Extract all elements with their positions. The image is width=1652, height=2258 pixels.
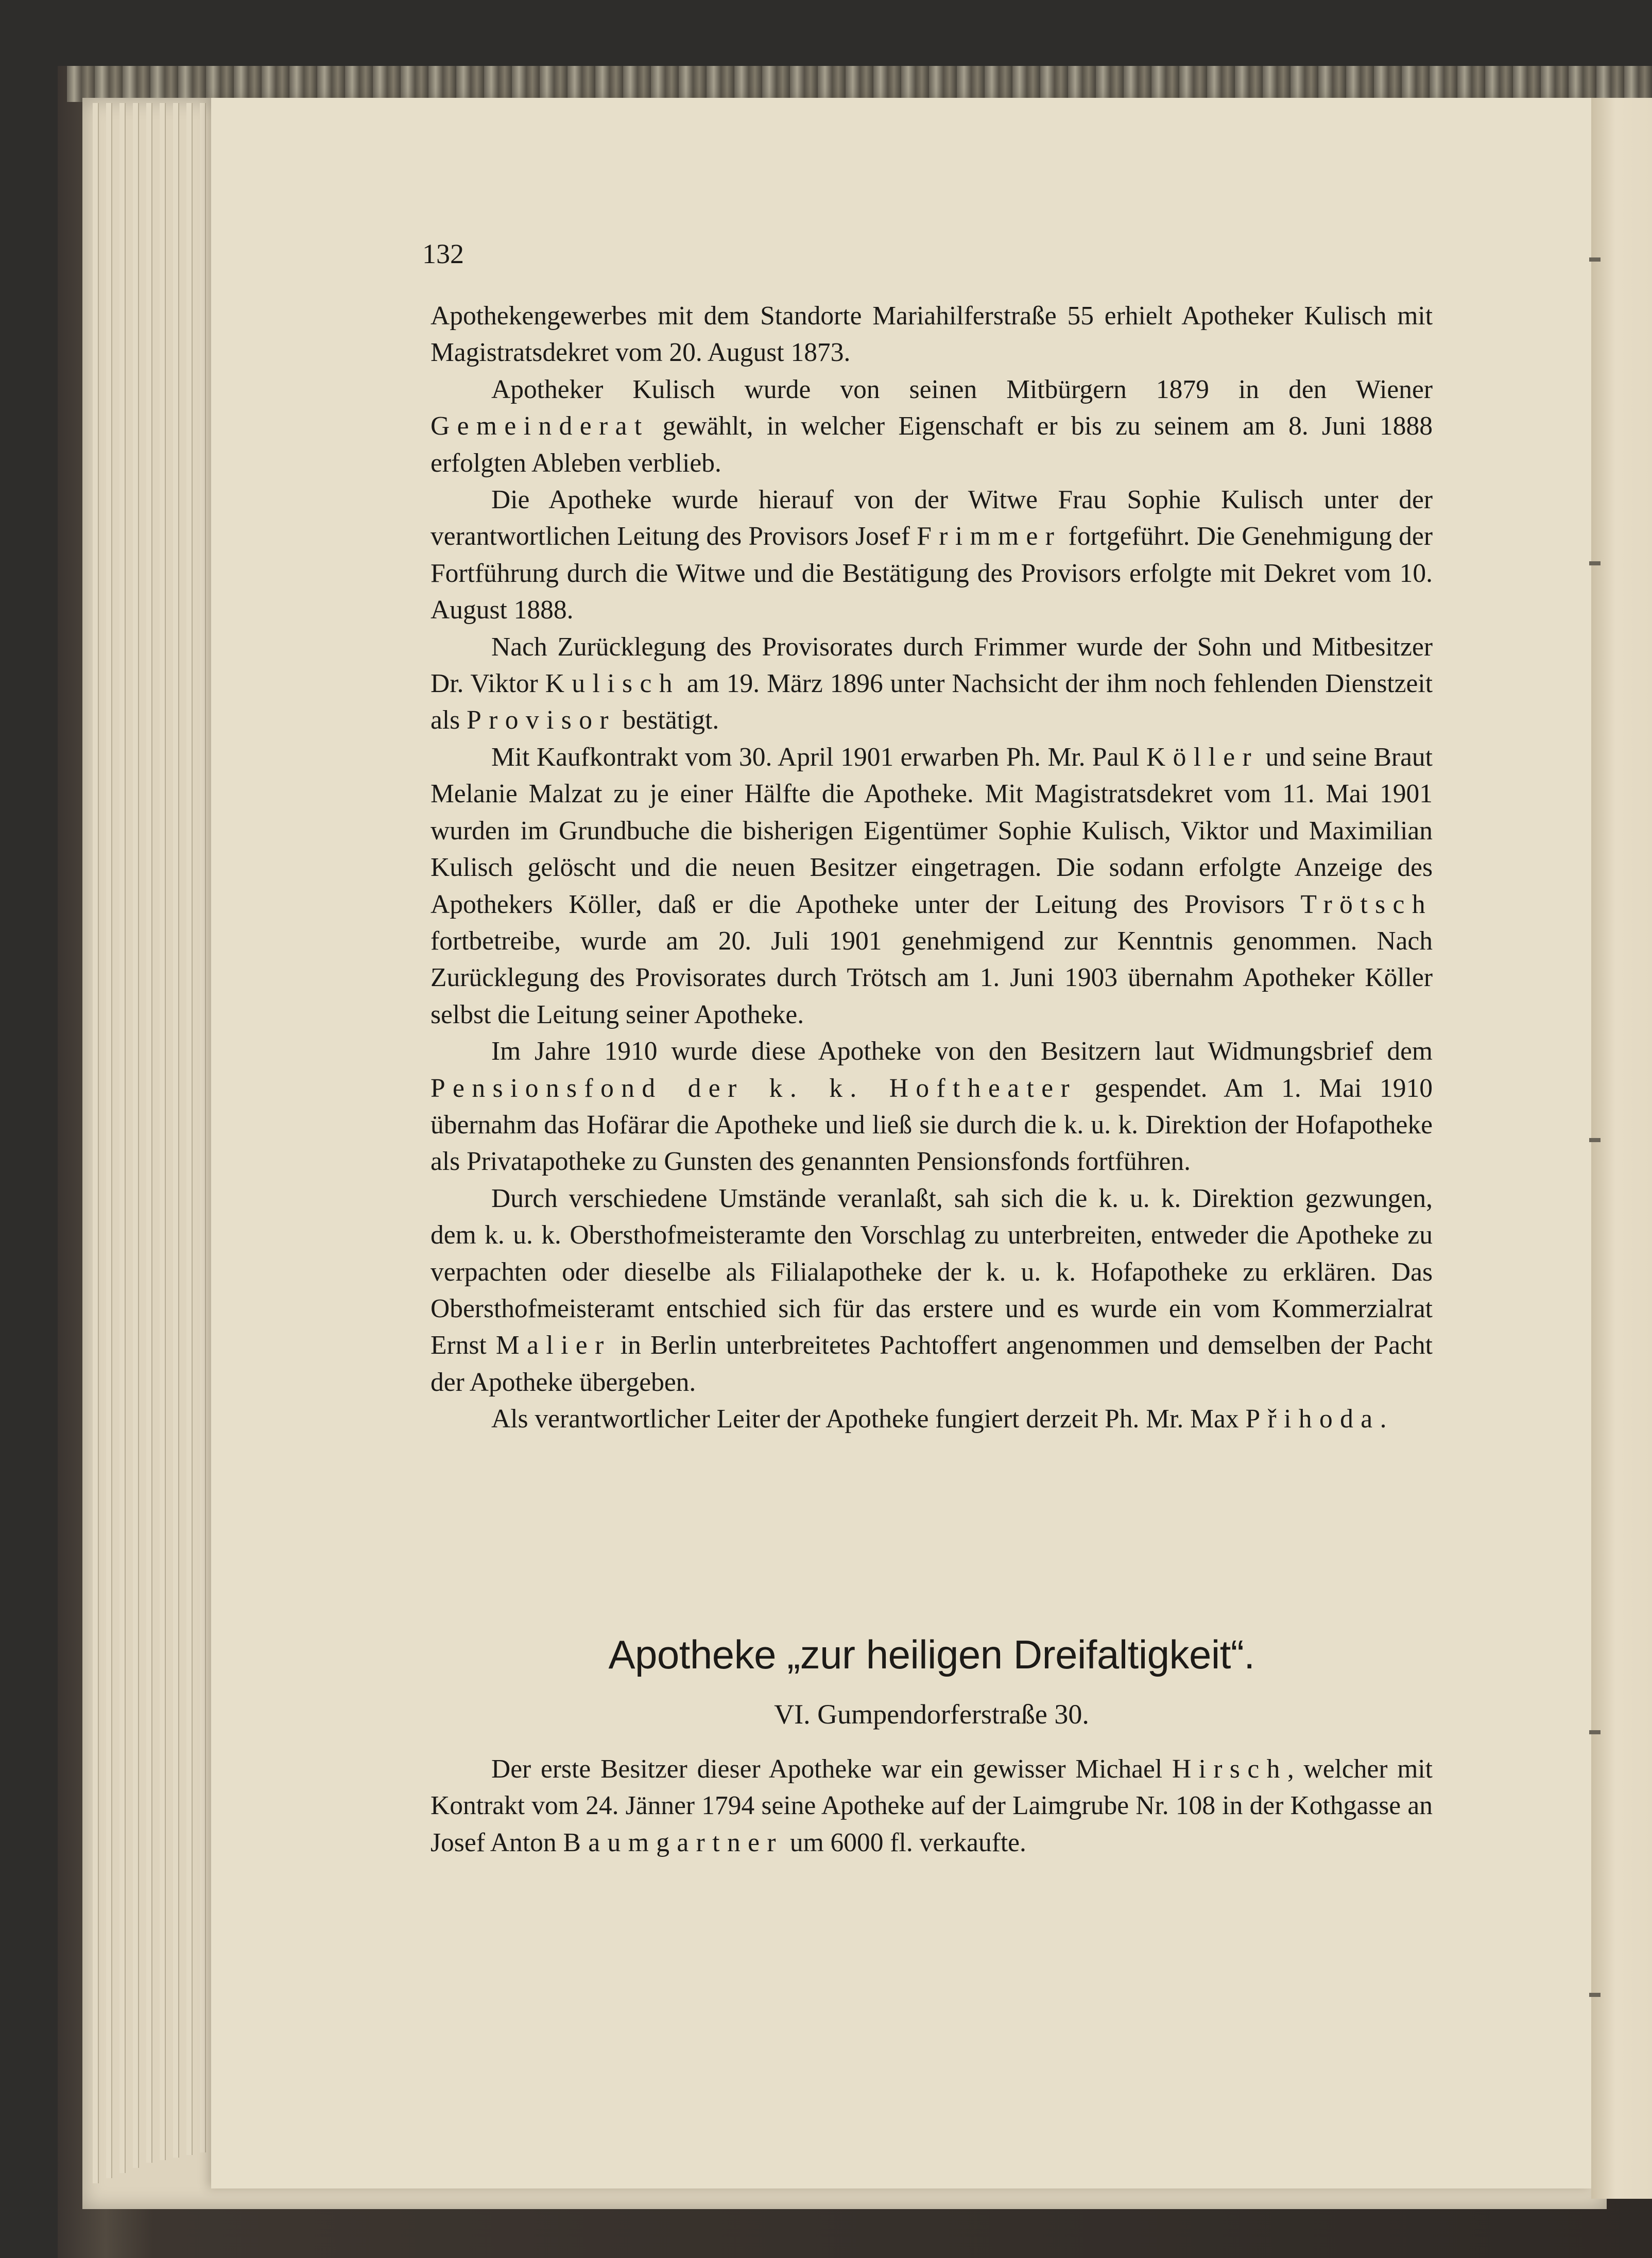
section-body-text <box>431 1751 1433 1861</box>
page-marker <box>1589 561 1601 565</box>
text-segment: Apothekengewerbes mit dem Standorte Mariahilferstraße 55 erhielt Apotheker Kulisch mit Magistratsdekret vom 20. August 1873. <box>431 301 1433 368</box>
page-edge <box>200 103 206 2152</box>
page-number: 132 <box>422 238 464 269</box>
page-edge <box>186 103 193 2155</box>
paragraph <box>431 1751 1433 1861</box>
page-marker <box>1589 257 1601 262</box>
text-segment: gewählt, in welcher Eigenschaft er bis zu seinem am 8. Juni 1888 erfolgten Ableben verblieb. <box>431 411 1433 478</box>
text-segment: um 6000 fl. verkaufte. <box>783 1828 1026 1857</box>
emphasized-name: Gemeinderat <box>431 411 649 441</box>
text-segment: Im Jahre 1910 wurde diese Apotheke von den Besitzern laut Widmungsbrief dem <box>491 1037 1433 1066</box>
text-segment: . <box>1380 1404 1387 1434</box>
emphasized-name: Přihoda <box>1245 1404 1380 1434</box>
emphasized-name: Trötsch <box>1300 889 1433 919</box>
text-segment: Durch verschiedene Umstände veranlaßt, sah sich die k. u. k. Direktion gezwungen, dem k. u. k. Obersthofmeisteramte den Vorschlag zu unterbreiten, entweder die Apotheke zu verpachten oder dieselbe als Filialapotheke der k. u. k. Hofapotheke zu erklären. Das Obersthofmeisteramt entschied sich für das erstere und es wurde ein vom Kommerzialrat Ernst <box>431 1183 1433 1360</box>
paragraph <box>431 1033 1433 1180</box>
marbled-edge <box>67 66 1652 102</box>
emphasized-name: Malier <box>495 1331 611 1360</box>
text-segment: Die Apotheke wurde hierauf von der Witwe Frau Sophie Kulisch unter der verantwortlichen Leitung des Provisors Josef <box>431 485 1433 551</box>
page-edge <box>133 103 139 2168</box>
paragraph <box>431 371 1433 481</box>
page-edge <box>173 103 179 2158</box>
text-segment: und seine Braut Melanie Malzat zu je einer Hälfte die Apotheke. Mit Magistratsdekret vom 11. Mai 1901 wurden im Grundbuche die bisherigen Eigentümer Sophie Kulisch, Viktor und Maximilian Kulisch gelöscht und die neuen Besitzer eingetragen. Die sodann erfolgte Anzeige des Apothekers Köller, daß er die Apotheke unter der Leitung des Provisors <box>431 742 1433 919</box>
body-text <box>431 298 1433 1438</box>
page-edge <box>146 103 152 2163</box>
paragraph <box>431 298 1433 371</box>
emphasized-name: Köller <box>1146 742 1259 772</box>
paragraph <box>431 481 1433 629</box>
page-edge <box>160 103 166 2160</box>
emphasized-name: Kulisch <box>545 669 680 699</box>
text-segment: Mit Kaufkontrakt vom 30. April 1901 erwarben Ph. Mr. Paul <box>491 742 1146 772</box>
page-edge <box>119 103 126 2173</box>
emphasized-name: Hirsch <box>1172 1754 1287 1784</box>
page-edge <box>93 103 99 2183</box>
paragraph <box>431 1180 1433 1401</box>
text-segment: fortbetreibe, wurde am 20. Juli 1901 genehmigend zur Kenntnis genommen. Nach Zurücklegung des Provisorates durch Trötsch am 1. Juni 1903 übernahm Apotheker Köller selbst die Leitung seiner Apotheke. <box>431 926 1433 1029</box>
paragraph <box>431 1401 1433 1437</box>
section-heading: Apotheke „zur heiligen Dreifaltigkeit“. <box>608 1632 1255 1677</box>
text-segment: bestätigt. <box>616 705 719 735</box>
text-segment: gespendet. Am 1. Mai 1910 übernahm das Hofärar die Apotheke und ließ sie durch die k. u. k. Direktion der Hofapotheke als Privatapotheke zu Gunsten des genannten Pensionsfonds fortführen. <box>431 1073 1433 1177</box>
page-marker <box>1589 1138 1601 1142</box>
facing-page-edge <box>1591 98 1652 2199</box>
paragraph <box>431 629 1433 739</box>
text-segment: Nach Zurücklegung des Provisorates durch Frimmer wurde der Sohn und Mitbesitzer Dr. Viktor <box>431 632 1433 699</box>
page-marker <box>1589 1730 1601 1734</box>
section-address: VI. Gumpendorferstraße 30. <box>774 1699 1089 1730</box>
emphasized-name: Baumgartner <box>563 1828 783 1857</box>
page-edge <box>106 103 112 2178</box>
emphasized-name: Provisor <box>467 705 616 735</box>
text-segment: Der erste Besitzer dieser Apotheke war ein gewisser Michael <box>491 1754 1172 1784</box>
text-segment: fortgeführt. Die Genehmigung der Fortführung durch die Witwe und die Bestätigung des Provisors erfolgte mit Dekret vom 10. August 1888. <box>431 522 1433 625</box>
paragraph <box>431 739 1433 1033</box>
emphasized-name: Frimmer <box>917 522 1062 551</box>
text-segment: Als verantwortlicher Leiter der Apotheke fungiert derzeit Ph. Mr. Max <box>491 1404 1246 1434</box>
emphasized-name: Pensionsfond der k. k. Hoftheater <box>431 1073 1077 1103</box>
text-segment: Apotheker Kulisch wurde von seinen Mitbürgern 1879 in den Wiener <box>491 374 1433 404</box>
text-segment: am 19. März 1896 unter Nachsicht der ihm noch fehlenden Dienstzeit als <box>431 669 1433 735</box>
text-segment: , welcher mit Kontrakt vom 24. Jänner 1794 seine Apotheke auf der Laimgrube Nr. 108 in der Kothgasse an Josef Anton <box>431 1754 1433 1857</box>
page-marker <box>1589 1993 1601 1997</box>
text-segment: in Berlin unterbreitetes Pachtoffert angenommen und demselben der Pacht der Apotheke übergeben. <box>431 1331 1433 1397</box>
